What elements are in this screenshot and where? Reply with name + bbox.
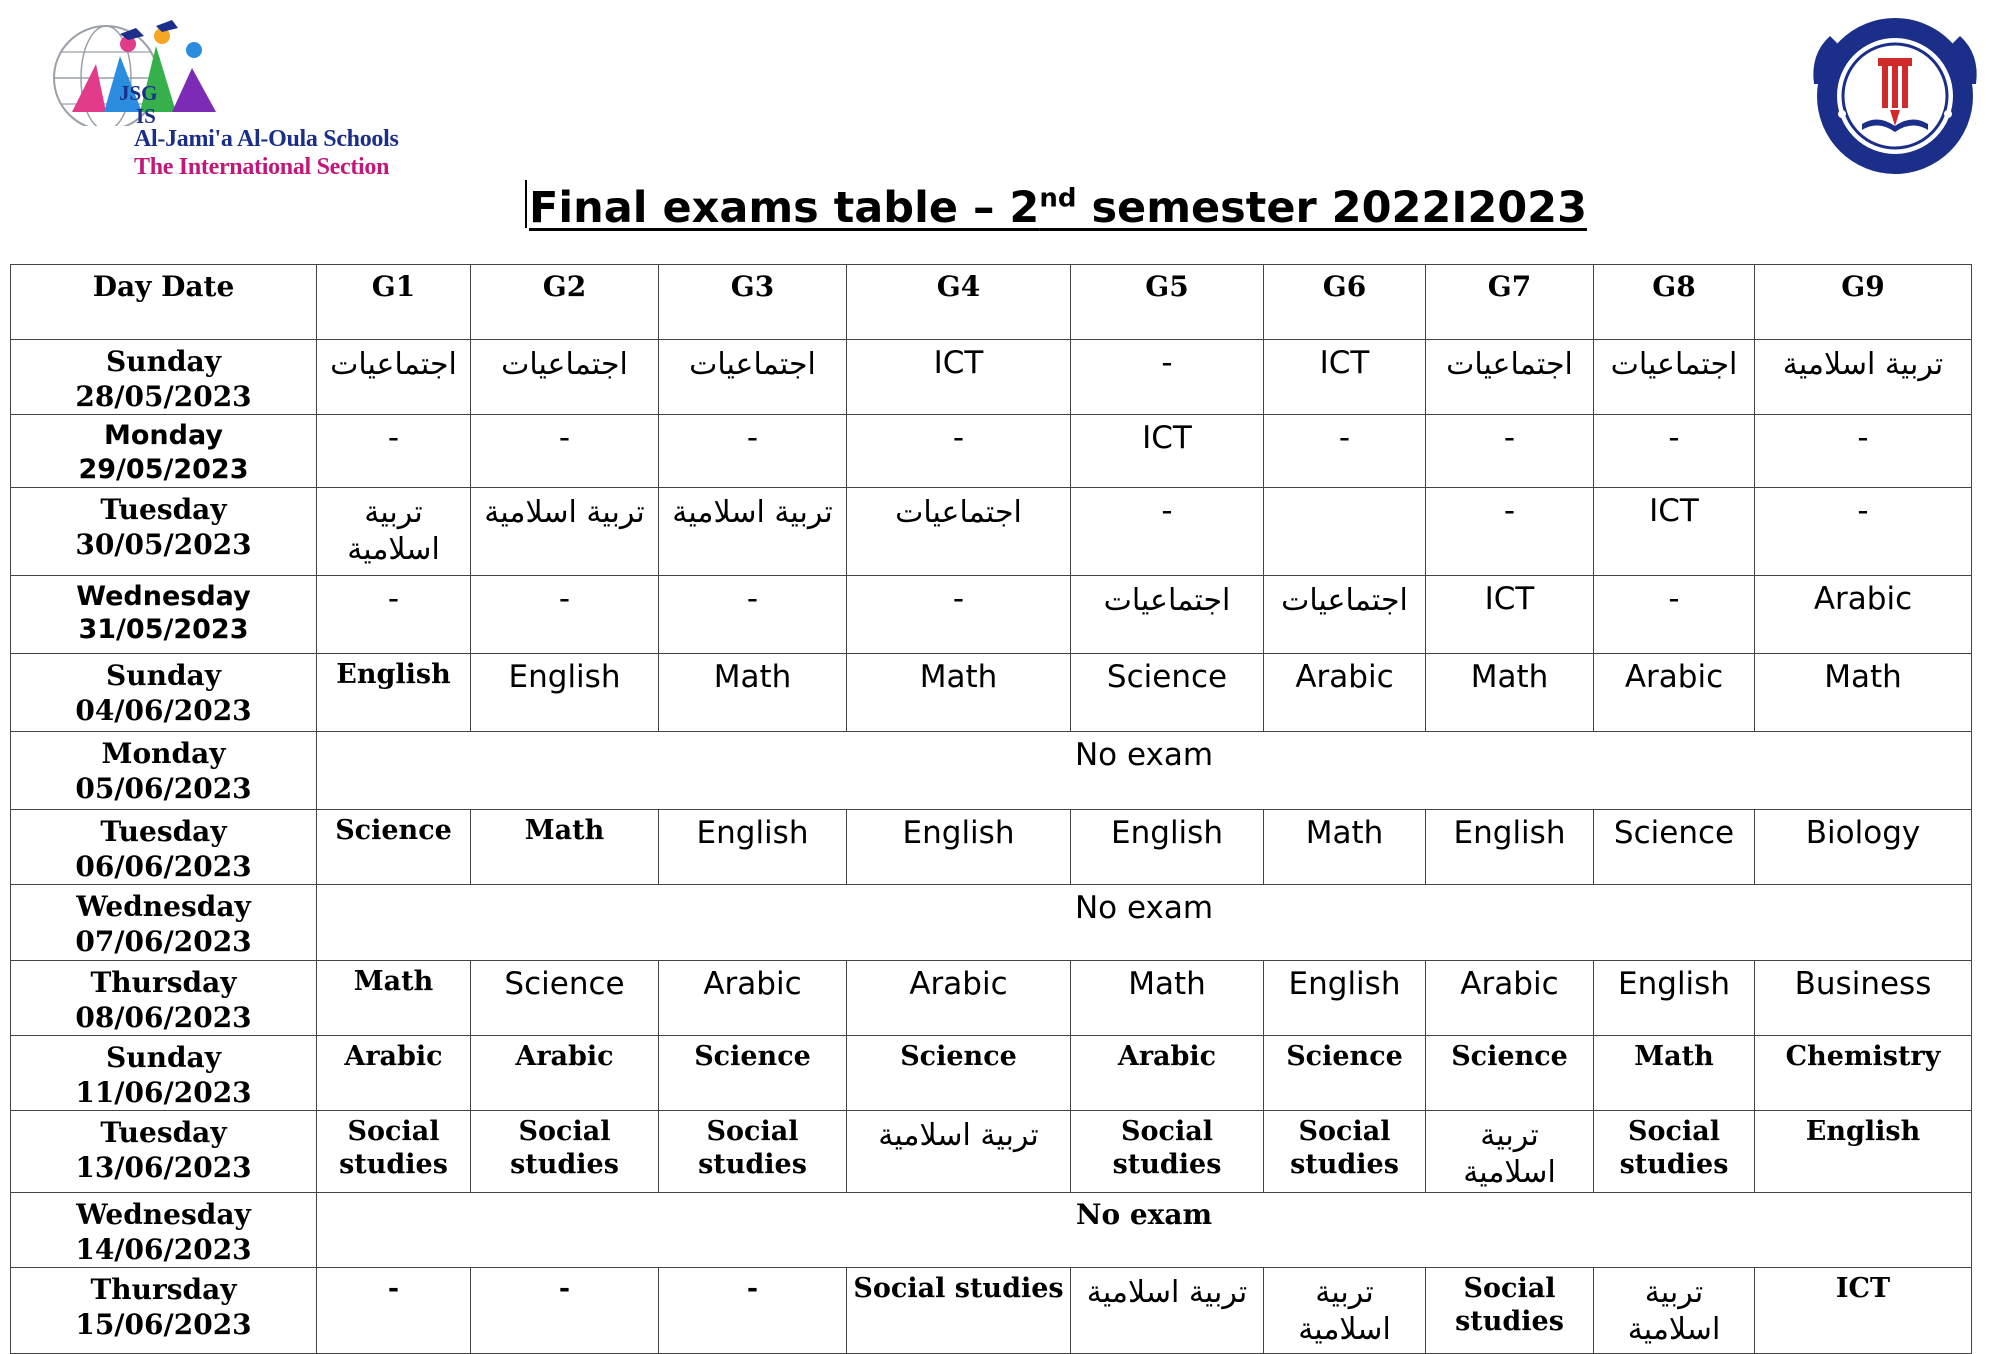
exam-cell: اجتماعيات — [1071, 575, 1264, 653]
exam-cell: Social studies — [471, 1110, 659, 1192]
exam-cell: Arabic — [1755, 575, 1972, 653]
exam-cell: تربية اسلامية — [471, 487, 659, 575]
exam-cell: Social studies — [1264, 1110, 1426, 1192]
exam-cell: Social studies — [1071, 1110, 1264, 1192]
exam-cell: اجتماعيات — [1426, 340, 1594, 415]
exam-cell: تربية اسلامية — [1264, 1267, 1426, 1353]
table-row — [11, 731, 1972, 809]
exam-cell — [1264, 487, 1426, 575]
exam-cell: - — [847, 415, 1071, 488]
school-name: Al-Jami'a Al-Oula Schools — [134, 126, 399, 152]
table-row — [11, 415, 1972, 488]
exam-cell: - — [471, 1267, 659, 1353]
no-exam-cell: No exam — [317, 884, 1972, 960]
exam-cell: ICT — [847, 340, 1071, 415]
exam-cell: - — [317, 575, 471, 653]
exam-cell: اجتماعيات — [471, 340, 659, 415]
exam-cell: - — [1264, 415, 1426, 488]
exam-cell: English — [1594, 960, 1755, 1035]
exam-cell: Science — [847, 1035, 1071, 1110]
exam-cell: English — [471, 653, 659, 731]
table-row — [11, 487, 1972, 575]
exam-cell: Science — [1264, 1035, 1426, 1110]
exam-cell: Math — [1071, 960, 1264, 1035]
exam-cell: Social studies — [317, 1110, 471, 1192]
exam-cell: ICT — [1264, 340, 1426, 415]
exam-cell: - — [659, 415, 847, 488]
exam-cell: اجتماعيات — [659, 340, 847, 415]
exam-cell: English — [1071, 809, 1264, 884]
exam-cell: English — [317, 653, 471, 731]
table-row — [11, 1035, 1972, 1110]
exam-cell: اجتماعيات — [1264, 575, 1426, 653]
table-row — [11, 1110, 1972, 1192]
exam-cell: ICT — [1426, 575, 1594, 653]
exam-cell: Social studies — [847, 1267, 1071, 1353]
day-date-cell: Sunday 11/06/2023 — [11, 1035, 317, 1110]
exam-cell: Arabic — [1426, 960, 1594, 1035]
table-row — [11, 1267, 1972, 1353]
day-date-cell: Wednesday 31/05/2023 — [11, 575, 317, 653]
exam-cell: Science — [1594, 809, 1755, 884]
day-date-cell: Thursday 08/06/2023 — [11, 960, 317, 1035]
header-cell: G4 — [847, 265, 1071, 340]
header-cell: G6 — [1264, 265, 1426, 340]
exam-cell: Arabic — [659, 960, 847, 1035]
exam-cell: تربية اسلامية — [659, 487, 847, 575]
header-cell: G3 — [659, 265, 847, 340]
exam-cell: - — [1755, 415, 1972, 488]
no-exam-cell: No exam — [317, 1192, 1972, 1267]
exam-schedule-table — [10, 264, 1972, 1354]
school-seal-right — [1800, 14, 1990, 179]
exam-cell: Social studies — [1594, 1110, 1755, 1192]
exam-cell: Arabic — [1264, 653, 1426, 731]
exam-cell: Science — [1071, 653, 1264, 731]
day-date-cell: Tuesday 30/05/2023 — [11, 487, 317, 575]
exam-cell: - — [471, 575, 659, 653]
header-cell: G9 — [1755, 265, 1972, 340]
title-superscript: nd — [1039, 183, 1077, 214]
exam-cell: Business — [1755, 960, 1972, 1035]
exam-cell: Social studies — [659, 1110, 847, 1192]
exam-cell: تربية اسلامية — [317, 487, 471, 575]
exam-cell: Arabic — [847, 960, 1071, 1035]
table-row — [11, 960, 1972, 1035]
exam-cell: Arabic — [1071, 1035, 1264, 1110]
day-date-cell: Tuesday 06/06/2023 — [11, 809, 317, 884]
exam-cell: تربية اسلامية — [847, 1110, 1071, 1192]
day-date-cell: Sunday 04/06/2023 — [11, 653, 317, 731]
exam-cell: Science — [471, 960, 659, 1035]
header-cell: G5 — [1071, 265, 1264, 340]
table-row — [11, 884, 1972, 960]
header-cell: G8 — [1594, 265, 1755, 340]
exam-cell: Biology — [1755, 809, 1972, 884]
exam-cell: - — [1071, 340, 1264, 415]
exam-cell: - — [1755, 487, 1972, 575]
section-name: The International Section — [134, 154, 390, 180]
exam-cell: Math — [1594, 1035, 1755, 1110]
exam-cell: Math — [847, 653, 1071, 731]
exam-cell: - — [847, 575, 1071, 653]
exam-cell: Math — [1755, 653, 1972, 731]
exam-cell: تربية اسلامية — [1755, 340, 1972, 415]
exam-cell: - — [1071, 487, 1264, 575]
table-row — [11, 575, 1972, 653]
exam-cell: - — [659, 575, 847, 653]
exam-cell: - — [659, 1267, 847, 1353]
exam-cell: English — [659, 809, 847, 884]
exam-cell: Math — [1264, 809, 1426, 884]
exam-cell: Math — [471, 809, 659, 884]
school-seal-icon — [1800, 14, 1990, 179]
day-date-cell: Wednesday 14/06/2023 — [11, 1192, 317, 1267]
title-main: Final exams table – 2 — [529, 183, 1040, 233]
exam-cell: English — [1755, 1110, 1972, 1192]
exam-cell: اجتماعيات — [1594, 340, 1755, 415]
exam-cell: - — [471, 415, 659, 488]
text-cursor — [525, 180, 527, 228]
exam-cell: Math — [1426, 653, 1594, 731]
exam-cell: Chemistry — [1755, 1035, 1972, 1110]
header-cell: G1 — [317, 265, 471, 340]
exam-cell: ICT — [1755, 1267, 1972, 1353]
exam-cell: تربية اسلامية — [1426, 1110, 1594, 1192]
exam-cell: تربية اسلامية — [1071, 1267, 1264, 1353]
table-row — [11, 809, 1972, 884]
logo-jsg-text: JSG — [119, 81, 158, 105]
day-date-cell: Tuesday 13/06/2023 — [11, 1110, 317, 1192]
globe-logo-icon — [44, 16, 384, 126]
header-cell: G7 — [1426, 265, 1594, 340]
day-date-cell: Monday 29/05/2023 — [11, 415, 317, 488]
exam-cell: English — [847, 809, 1071, 884]
exam-cell: Social studies — [1426, 1267, 1594, 1353]
exam-cell: Science — [1426, 1035, 1594, 1110]
exam-cell: English — [1264, 960, 1426, 1035]
exam-cell: Arabic — [471, 1035, 659, 1110]
exam-cell: Science — [317, 809, 471, 884]
exam-cell: - — [1594, 575, 1755, 653]
exam-cell: ICT — [1594, 487, 1755, 575]
table-row — [11, 1192, 1972, 1267]
day-date-cell: Sunday 28/05/2023 — [11, 340, 317, 415]
table-row — [11, 340, 1972, 415]
page-title — [525, 180, 1588, 233]
exam-cell: ICT — [1071, 415, 1264, 488]
exam-cell: Arabic — [317, 1035, 471, 1110]
header-cell: G2 — [471, 265, 659, 340]
exam-cell: - — [1426, 487, 1594, 575]
table-body — [11, 265, 1972, 1354]
exam-cell: Science — [659, 1035, 847, 1110]
exam-cell: - — [317, 1267, 471, 1353]
logo-is-text: IS — [136, 104, 156, 128]
table-row — [11, 653, 1972, 731]
exam-cell: تربية اسلامية — [1594, 1267, 1755, 1353]
header-cell: Day Date — [11, 265, 317, 340]
title-rest: semester 2022I2023 — [1076, 183, 1588, 233]
exam-cell: Math — [317, 960, 471, 1035]
day-date-cell: Wednesday 07/06/2023 — [11, 884, 317, 960]
school-logo-left — [44, 16, 399, 181]
day-date-cell: Thursday 15/06/2023 — [11, 1267, 317, 1353]
exam-cell: English — [1426, 809, 1594, 884]
exam-cell: - — [317, 415, 471, 488]
header-row — [11, 265, 1972, 340]
exam-cell: - — [1594, 415, 1755, 488]
exam-cell: - — [1426, 415, 1594, 488]
day-date-cell: Monday 05/06/2023 — [11, 731, 317, 809]
exam-cell: اجتماعيات — [317, 340, 471, 415]
exam-cell: اجتماعيات — [847, 487, 1071, 575]
exam-cell: Math — [659, 653, 847, 731]
exam-cell: Arabic — [1594, 653, 1755, 731]
no-exam-cell: No exam — [317, 731, 1972, 809]
